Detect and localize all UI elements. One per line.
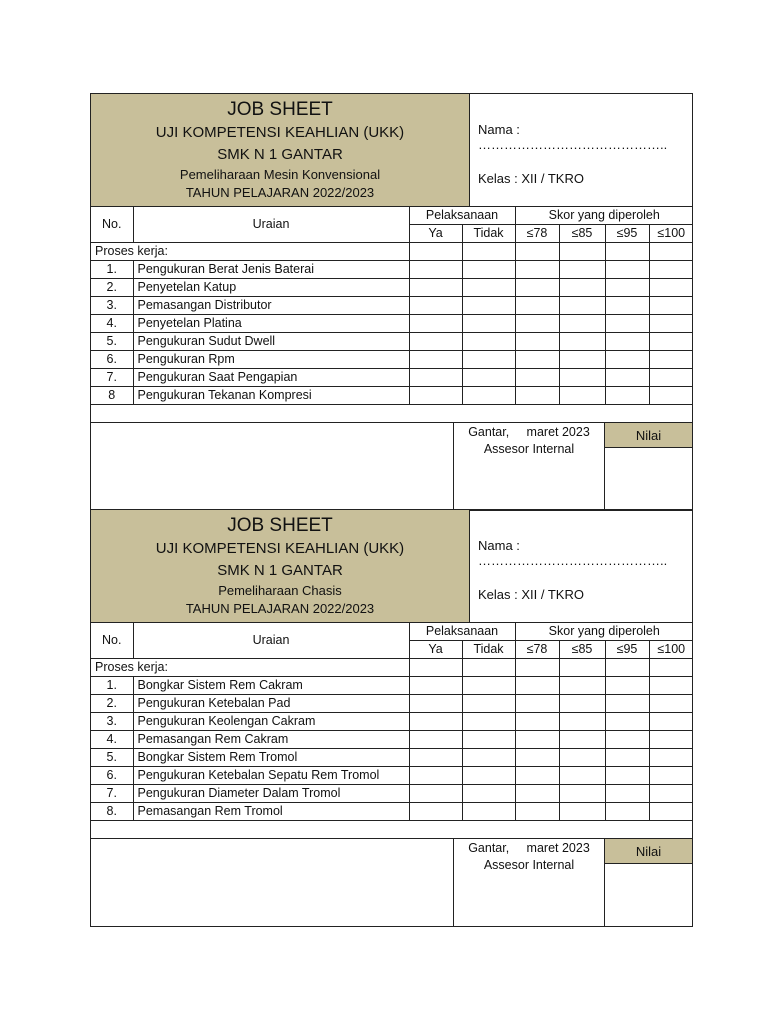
row-number: 2. [91, 695, 133, 713]
score-78-cell[interactable] [515, 333, 559, 351]
score-78-cell[interactable] [515, 297, 559, 315]
nilai-block [605, 423, 692, 510]
nilai-label: Nilai [605, 839, 692, 864]
tidak-cell[interactable] [462, 315, 515, 333]
row-task: Bongkar Sistem Rem Tromol [133, 749, 409, 767]
blank-cell[interactable] [515, 243, 559, 261]
school-name: SMK N 1 GANTAR [217, 562, 343, 579]
score-100-cell[interactable] [649, 297, 693, 315]
score-78-cell[interactable] [515, 767, 559, 785]
job-sheet-2 [90, 509, 693, 927]
table-header-row [91, 207, 693, 225]
score-95-cell[interactable] [605, 713, 649, 731]
score-95-cell[interactable] [605, 351, 649, 369]
score-100-cell[interactable] [649, 749, 693, 767]
school-name: SMK N 1 GANTAR [217, 146, 343, 163]
score-85-cell[interactable] [559, 279, 605, 297]
column-header-ya: Ya [409, 225, 462, 243]
job-sheet-1 [90, 93, 693, 511]
tidak-cell[interactable] [462, 351, 515, 369]
tidak-cell[interactable] [462, 767, 515, 785]
tidak-cell[interactable] [462, 695, 515, 713]
sheet-topic: Pemeliharaan Mesin Konvensional [179, 167, 381, 182]
place-date: Gantar, maret 2023 [468, 425, 590, 439]
tidak-cell[interactable] [462, 731, 515, 749]
nilai-value-box[interactable] [605, 448, 692, 509]
column-header-pelaksanaan: Pelaksanaan [409, 207, 515, 225]
row-number: 6. [91, 767, 133, 785]
tidak-cell[interactable] [462, 369, 515, 387]
table-row [91, 297, 693, 315]
table-row [91, 767, 693, 785]
sheet-header [91, 510, 692, 623]
score-100-cell[interactable] [649, 677, 693, 695]
signature-area[interactable] [91, 839, 454, 926]
blank-cell[interactable] [649, 243, 693, 261]
sheet-subtitle: UJI KOMPETENSI KEAHLIAN (UKK) [155, 540, 405, 557]
assessor-label: Assesor Internal [483, 858, 575, 872]
row-task: Bongkar Sistem Rem Cakram [133, 677, 409, 695]
column-header-score-95: ≤95 [605, 641, 649, 659]
score-85-cell[interactable] [559, 297, 605, 315]
academic-year: TAHUN PELAJARAN 2022/2023 [185, 185, 375, 200]
score-78-cell[interactable] [515, 369, 559, 387]
table-row [91, 261, 693, 279]
score-85-cell[interactable] [559, 803, 605, 821]
assessment-table [91, 207, 693, 422]
score-78-cell[interactable] [515, 279, 559, 297]
score-85-cell[interactable] [559, 695, 605, 713]
academic-year: TAHUN PELAJARAN 2022/2023 [185, 601, 375, 616]
row-task: Pengukuran Keolengan Cakram [133, 713, 409, 731]
row-task: Pengukuran Rpm [133, 351, 409, 369]
score-85-cell[interactable] [559, 333, 605, 351]
score-95-cell[interactable] [605, 333, 649, 351]
nama-field[interactable]: Nama : …………………………………….. [478, 538, 668, 568]
tidak-cell[interactable] [462, 713, 515, 731]
row-number: 5. [91, 749, 133, 767]
score-95-cell[interactable] [605, 731, 649, 749]
table-row [91, 387, 693, 405]
table-row [91, 713, 693, 731]
tidak-cell[interactable] [462, 677, 515, 695]
ya-cell[interactable] [409, 369, 462, 387]
blank-cell[interactable] [515, 659, 559, 677]
score-95-cell[interactable] [605, 279, 649, 297]
score-100-cell[interactable] [649, 767, 693, 785]
score-100-cell[interactable] [649, 731, 693, 749]
score-95-cell[interactable] [605, 387, 649, 405]
row-number: 1. [91, 677, 133, 695]
table-row [91, 749, 693, 767]
sheet-title: JOB SHEET [227, 99, 333, 120]
row-task: Pemasangan Rem Tromol [133, 803, 409, 821]
score-78-cell[interactable] [515, 261, 559, 279]
tidak-cell[interactable] [462, 785, 515, 803]
score-95-cell[interactable] [605, 785, 649, 803]
score-95-cell[interactable] [605, 315, 649, 333]
kelas-field: Kelas : XII / TKRO [478, 587, 584, 602]
ya-cell[interactable] [409, 351, 462, 369]
score-85-cell[interactable] [559, 785, 605, 803]
row-task: Pengukuran Sudut Dwell [133, 333, 409, 351]
table-row [91, 369, 693, 387]
row-task: Pengukuran Saat Pengapian [133, 369, 409, 387]
row-number: 4. [91, 315, 133, 333]
assessment-table [91, 623, 693, 838]
score-85-cell[interactable] [559, 261, 605, 279]
score-95-cell[interactable] [605, 767, 649, 785]
ya-cell[interactable] [409, 333, 462, 351]
column-header-score-95: ≤95 [605, 225, 649, 243]
sheet-title-block [91, 510, 470, 622]
sheet-title-block [91, 94, 470, 206]
column-header-skor: Skor yang diperoleh [515, 207, 693, 225]
blank-cell[interactable] [409, 659, 462, 677]
ya-cell[interactable] [409, 713, 462, 731]
ya-cell[interactable] [409, 297, 462, 315]
tidak-cell[interactable] [462, 279, 515, 297]
blank-cell[interactable] [462, 243, 515, 261]
student-info [470, 510, 692, 622]
column-header-no: No. [91, 207, 133, 243]
nilai-value-box[interactable] [605, 864, 692, 925]
nilai-block [605, 839, 692, 926]
score-85-cell[interactable] [559, 731, 605, 749]
row-task: Penyetelan Platina [133, 315, 409, 333]
row-number: 4. [91, 731, 133, 749]
sheet-title: JOB SHEET [227, 515, 333, 536]
column-header-tidak: Tidak [462, 641, 515, 659]
score-100-cell[interactable] [649, 333, 693, 351]
tidak-cell[interactable] [462, 387, 515, 405]
blank-cell[interactable] [649, 659, 693, 677]
assessor-block [454, 839, 605, 926]
score-95-cell[interactable] [605, 695, 649, 713]
score-85-cell[interactable] [559, 369, 605, 387]
ya-cell[interactable] [409, 749, 462, 767]
score-78-cell[interactable] [515, 749, 559, 767]
row-number: 8 [91, 387, 133, 405]
table-row [91, 677, 693, 695]
score-95-cell[interactable] [605, 297, 649, 315]
score-100-cell[interactable] [649, 315, 693, 333]
assessor-label: Assesor Internal [483, 442, 575, 456]
sheet-footer [91, 838, 692, 926]
blank-cell[interactable] [559, 659, 605, 677]
column-header-no: No. [91, 623, 133, 659]
table-row [91, 279, 693, 297]
row-task: Pengukuran Ketebalan Pad [133, 695, 409, 713]
table-row [91, 803, 693, 821]
spacer-cell [91, 405, 693, 423]
score-85-cell[interactable] [559, 677, 605, 695]
proses-row [91, 659, 693, 677]
tidak-cell[interactable] [462, 297, 515, 315]
column-header-pelaksanaan: Pelaksanaan [409, 623, 515, 641]
ya-cell[interactable] [409, 695, 462, 713]
blank-cell[interactable] [462, 659, 515, 677]
score-85-cell[interactable] [559, 767, 605, 785]
ya-cell[interactable] [409, 387, 462, 405]
row-task: Pengukuran Tekanan Kompresi [133, 387, 409, 405]
column-header-uraian: Uraian [133, 207, 409, 243]
column-header-skor: Skor yang diperoleh [515, 623, 693, 641]
column-header-score-78: ≤78 [515, 225, 559, 243]
row-number: 3. [91, 297, 133, 315]
score-95-cell[interactable] [605, 369, 649, 387]
table-row [91, 731, 693, 749]
score-100-cell[interactable] [649, 803, 693, 821]
tidak-cell[interactable] [462, 803, 515, 821]
proses-label: Proses kerja: [91, 243, 409, 261]
score-85-cell[interactable] [559, 351, 605, 369]
table-header-row [91, 623, 693, 641]
score-100-cell[interactable] [649, 387, 693, 405]
place-date: Gantar, maret 2023 [468, 841, 590, 855]
column-header-ya: Ya [409, 641, 462, 659]
row-task: Pengukuran Berat Jenis Baterai [133, 261, 409, 279]
score-95-cell[interactable] [605, 749, 649, 767]
column-header-score-78: ≤78 [515, 641, 559, 659]
score-85-cell[interactable] [559, 315, 605, 333]
score-95-cell[interactable] [605, 677, 649, 695]
row-number: 5. [91, 333, 133, 351]
row-number: 2. [91, 279, 133, 297]
score-78-cell[interactable] [515, 695, 559, 713]
row-number: 3. [91, 713, 133, 731]
blank-cell[interactable] [559, 243, 605, 261]
score-78-cell[interactable] [515, 785, 559, 803]
tidak-cell[interactable] [462, 749, 515, 767]
ya-cell[interactable] [409, 261, 462, 279]
sheet-header [91, 94, 692, 207]
score-85-cell[interactable] [559, 387, 605, 405]
nama-field[interactable]: Nama : …………………………………….. [478, 122, 668, 152]
ya-cell[interactable] [409, 785, 462, 803]
sheet-footer [91, 422, 692, 510]
row-number: 1. [91, 261, 133, 279]
column-header-score-100: ≤100 [649, 225, 693, 243]
score-78-cell[interactable] [515, 315, 559, 333]
sheet-subtitle: UJI KOMPETENSI KEAHLIAN (UKK) [155, 124, 405, 141]
score-78-cell[interactable] [515, 351, 559, 369]
ya-cell[interactable] [409, 731, 462, 749]
score-78-cell[interactable] [515, 387, 559, 405]
blank-cell[interactable] [605, 243, 649, 261]
student-info [470, 94, 692, 206]
score-95-cell[interactable] [605, 261, 649, 279]
score-78-cell[interactable] [515, 677, 559, 695]
spacer-row [91, 405, 693, 423]
score-100-cell[interactable] [649, 351, 693, 369]
assessor-block [454, 423, 605, 510]
row-task: Pengukuran Diameter Dalam Tromol [133, 785, 409, 803]
sheet-topic: Pemeliharaan Chasis [218, 583, 342, 598]
score-85-cell[interactable] [559, 713, 605, 731]
spacer-row [91, 821, 693, 839]
kelas-field: Kelas : XII / TKRO [478, 171, 584, 186]
table-row [91, 333, 693, 351]
proses-row [91, 243, 693, 261]
score-100-cell[interactable] [649, 713, 693, 731]
column-header-tidak: Tidak [462, 225, 515, 243]
row-number: 6. [91, 351, 133, 369]
row-task: Pengukuran Ketebalan Sepatu Rem Tromol [133, 767, 409, 785]
ya-cell[interactable] [409, 279, 462, 297]
nilai-label: Nilai [605, 423, 692, 448]
score-78-cell[interactable] [515, 731, 559, 749]
table-row [91, 785, 693, 803]
row-task: Pemasangan Rem Cakram [133, 731, 409, 749]
score-100-cell[interactable] [649, 785, 693, 803]
table-row [91, 351, 693, 369]
proses-label: Proses kerja: [91, 659, 409, 677]
score-100-cell[interactable] [649, 261, 693, 279]
signature-area[interactable] [91, 423, 454, 510]
score-95-cell[interactable] [605, 803, 649, 821]
row-task: Penyetelan Katup [133, 279, 409, 297]
table-row [91, 695, 693, 713]
score-78-cell[interactable] [515, 713, 559, 731]
row-number: 7. [91, 369, 133, 387]
table-row [91, 315, 693, 333]
score-78-cell[interactable] [515, 803, 559, 821]
ya-cell[interactable] [409, 803, 462, 821]
blank-cell[interactable] [605, 659, 649, 677]
column-header-score-100: ≤100 [649, 641, 693, 659]
row-number: 8. [91, 803, 133, 821]
score-85-cell[interactable] [559, 749, 605, 767]
score-100-cell[interactable] [649, 369, 693, 387]
column-header-uraian: Uraian [133, 623, 409, 659]
blank-cell[interactable] [409, 243, 462, 261]
column-header-score-85: ≤85 [559, 225, 605, 243]
score-100-cell[interactable] [649, 695, 693, 713]
row-task: Pemasangan Distributor [133, 297, 409, 315]
row-number: 7. [91, 785, 133, 803]
score-100-cell[interactable] [649, 279, 693, 297]
tidak-cell[interactable] [462, 261, 515, 279]
spacer-cell [91, 821, 693, 839]
column-header-score-85: ≤85 [559, 641, 605, 659]
ya-cell[interactable] [409, 767, 462, 785]
ya-cell[interactable] [409, 677, 462, 695]
tidak-cell[interactable] [462, 333, 515, 351]
ya-cell[interactable] [409, 315, 462, 333]
